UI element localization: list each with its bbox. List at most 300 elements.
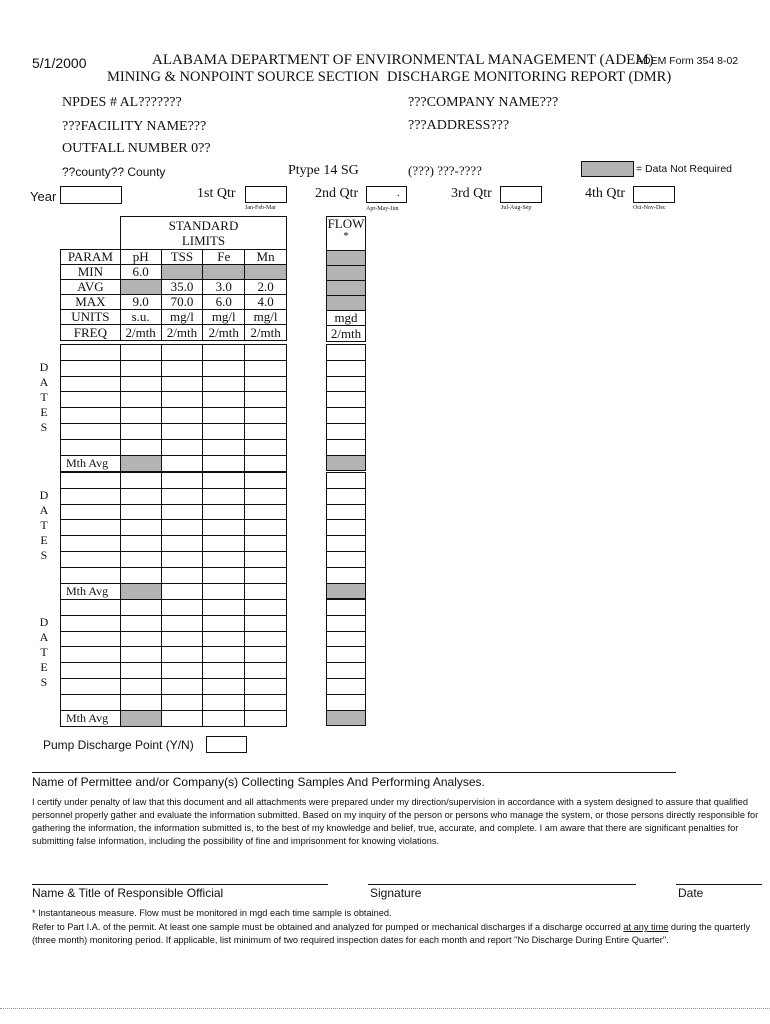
date-row xyxy=(61,631,287,647)
value-cell[interactable] xyxy=(120,536,161,552)
value-cell[interactable] xyxy=(203,345,245,361)
cell-value: 2/mth xyxy=(120,325,161,341)
value-cell[interactable] xyxy=(120,567,161,583)
limits-title-1: STANDARD xyxy=(168,218,239,233)
q4-label: 4th Qtr xyxy=(585,186,626,201)
value-cell[interactable] xyxy=(120,615,161,631)
month-1-grid xyxy=(60,344,287,472)
county: ??county?? County xyxy=(62,165,166,179)
cell-not-required xyxy=(327,455,366,471)
dates-label: D A T E S xyxy=(39,615,49,689)
value-cell[interactable] xyxy=(161,504,203,520)
value-cell[interactable] xyxy=(203,710,245,726)
flow-cell[interactable] xyxy=(327,360,366,376)
q4-months: Oct-Nov-Dec xyxy=(633,205,666,211)
date-cell[interactable] xyxy=(61,345,121,361)
flow-row xyxy=(327,423,366,439)
value-cell[interactable] xyxy=(120,473,161,489)
flow-row xyxy=(327,663,366,679)
flow-table xyxy=(326,216,366,342)
mth-avg-label: Mth Avg xyxy=(61,583,121,599)
value-cell[interactable] xyxy=(161,423,203,439)
flow-row xyxy=(327,376,366,392)
date-cell[interactable] xyxy=(61,360,121,376)
cell-not-required xyxy=(327,266,366,281)
cell-value: mg/l xyxy=(203,310,245,325)
flow-cell[interactable] xyxy=(327,504,366,520)
value-cell[interactable] xyxy=(245,520,287,536)
date-cell[interactable] xyxy=(61,663,121,679)
flow-cell[interactable] xyxy=(327,567,366,583)
flow-row xyxy=(327,678,366,694)
pump-discharge-label: Pump Discharge Point (Y/N) xyxy=(43,738,194,752)
date-cell[interactable] xyxy=(61,694,121,710)
cell-value: 35.0 xyxy=(161,280,203,295)
value-cell[interactable] xyxy=(120,423,161,439)
dates-label: D A T E S xyxy=(39,360,49,434)
flow-cell[interactable] xyxy=(327,473,366,489)
cell-not-required xyxy=(120,710,161,726)
value-cell[interactable] xyxy=(245,536,287,552)
value-cell[interactable] xyxy=(120,392,161,408)
cell-value: mg/l xyxy=(161,310,203,325)
col-mn: Mn xyxy=(245,250,287,265)
flow-param-row xyxy=(327,251,366,266)
value-cell[interactable] xyxy=(245,583,287,599)
value-cell[interactable] xyxy=(120,678,161,694)
cell-not-required xyxy=(327,710,366,726)
col-fe: Fe xyxy=(203,250,245,265)
flow-header xyxy=(327,217,366,251)
date-cell[interactable] xyxy=(61,678,121,694)
q2-label: 2nd Qtr xyxy=(315,186,359,201)
flow-row xyxy=(327,694,366,710)
value-cell[interactable] xyxy=(203,694,245,710)
note-sampling-part1: Refer to Part I.A. of the permit. At least one sample must be obtained and analyzed for pumped or mechanical discharges if a discharge occurred xyxy=(32,922,624,932)
flow-cell[interactable] xyxy=(327,600,366,616)
value-cell[interactable] xyxy=(120,504,161,520)
q1-months: Jan-Feb-Mar xyxy=(245,205,276,211)
month-2-grid xyxy=(60,472,287,600)
flow-cell[interactable] xyxy=(327,631,366,647)
ptype: Ptype 14 SG xyxy=(288,163,359,178)
flow-avg-row xyxy=(327,281,366,296)
value-cell[interactable] xyxy=(245,694,287,710)
q2-months: Apr-May-Jun xyxy=(366,206,399,212)
flow-row xyxy=(327,504,366,520)
value-cell[interactable] xyxy=(245,647,287,663)
value-cell[interactable] xyxy=(120,488,161,504)
date-row xyxy=(61,647,287,663)
value-cell[interactable] xyxy=(120,520,161,536)
cell-value: 6.0 xyxy=(203,295,245,310)
flow-min-row xyxy=(327,266,366,281)
limits-row-max xyxy=(61,295,287,310)
date-cell[interactable] xyxy=(61,536,121,552)
flow-cell[interactable] xyxy=(327,488,366,504)
flow-row xyxy=(327,360,366,376)
certification-text: I certify under penalty of law that this document and all attachments were prepared under my direction/supervision in accordance with a system designed to assure that qualified personnel properly gather and evaluate the information submitted. Based on my inquiry of the person or persons who manage the system, or those persons directly responsible for gathering the information, the information submitted is, to the best of my knowledge and belief, true, accurate, and complete. I am aware that there are significant penalties for submitting false information, including the possibility of fine and imprisonment for knowing violations. xyxy=(32,797,759,846)
flow-row xyxy=(327,408,366,424)
value-cell[interactable] xyxy=(203,423,245,439)
flow-star: * xyxy=(343,230,349,242)
date-cell[interactable] xyxy=(61,473,121,489)
date-row xyxy=(61,473,287,489)
cell-not-required xyxy=(245,265,287,280)
date-row xyxy=(61,408,287,424)
value-cell[interactable] xyxy=(161,392,203,408)
value-cell[interactable] xyxy=(203,600,245,616)
date-row xyxy=(61,423,287,439)
row-label: AVG xyxy=(61,280,121,295)
flow-freq-row xyxy=(327,326,366,342)
date-cell[interactable] xyxy=(61,423,121,439)
cell-not-required xyxy=(327,296,366,311)
date-cell[interactable] xyxy=(61,631,121,647)
date-row xyxy=(61,600,287,616)
flow-units: mgd xyxy=(327,311,366,326)
row-label: FREQ xyxy=(61,325,121,341)
standard-limits-header xyxy=(120,216,287,250)
value-cell[interactable] xyxy=(245,439,287,455)
value-cell[interactable] xyxy=(245,615,287,631)
value-cell[interactable] xyxy=(203,455,245,471)
date-cell[interactable] xyxy=(61,504,121,520)
value-cell[interactable] xyxy=(161,663,203,679)
value-cell[interactable] xyxy=(120,694,161,710)
year-input[interactable] xyxy=(60,186,122,204)
value-cell[interactable] xyxy=(203,439,245,455)
date-row xyxy=(61,392,287,408)
flow-max-row xyxy=(327,296,366,311)
date-line[interactable] xyxy=(676,884,762,885)
date-row xyxy=(61,615,287,631)
value-cell[interactable] xyxy=(245,408,287,424)
flow-row xyxy=(327,551,366,567)
year-label: Year xyxy=(30,189,57,204)
month-3-flow xyxy=(326,599,366,726)
cell-value: 2/mth xyxy=(161,325,203,341)
flow-cell[interactable] xyxy=(327,663,366,679)
note-instantaneous: * Instantaneous measure. Flow must be monitored in mgd each time sample is obtained. xyxy=(32,908,392,918)
value-cell[interactable] xyxy=(161,455,203,471)
value-cell[interactable] xyxy=(203,663,245,679)
date-row xyxy=(61,694,287,710)
value-cell[interactable] xyxy=(161,473,203,489)
value-cell[interactable] xyxy=(161,439,203,455)
cell-not-required xyxy=(120,583,161,599)
month-3-grid xyxy=(60,599,287,727)
flow-cell[interactable] xyxy=(327,694,366,710)
flow-units-row xyxy=(327,311,366,326)
date-cell[interactable] xyxy=(61,615,121,631)
value-cell[interactable] xyxy=(161,360,203,376)
flow-row xyxy=(327,631,366,647)
mth-avg-row xyxy=(61,455,287,471)
q3-checkbox[interactable] xyxy=(500,186,542,203)
value-cell[interactable] xyxy=(203,647,245,663)
cell-not-required xyxy=(327,583,366,599)
value-cell[interactable] xyxy=(245,551,287,567)
cell-not-required xyxy=(120,280,161,295)
date-cell[interactable] xyxy=(61,600,121,616)
value-cell[interactable] xyxy=(120,663,161,679)
cell-value: 70.0 xyxy=(161,295,203,310)
cell-value: 4.0 xyxy=(245,295,287,310)
date-row xyxy=(61,520,287,536)
cell-value: 6.0 xyxy=(120,265,161,280)
value-cell[interactable] xyxy=(245,567,287,583)
flow-cell[interactable] xyxy=(327,647,366,663)
row-label: UNITS xyxy=(61,310,121,325)
flow-row xyxy=(327,488,366,504)
flow-row xyxy=(327,583,366,599)
date-cell[interactable] xyxy=(61,647,121,663)
cell-not-required xyxy=(327,251,366,266)
date-row xyxy=(61,663,287,679)
report-title: DISCHARGE MONITORING REPORT (DMR) xyxy=(387,69,672,85)
date-row xyxy=(61,488,287,504)
flow-row xyxy=(327,520,366,536)
value-cell[interactable] xyxy=(245,710,287,726)
value-cell[interactable] xyxy=(161,536,203,552)
signature-label: Signature xyxy=(370,886,422,900)
date-cell[interactable] xyxy=(61,520,121,536)
value-cell[interactable] xyxy=(245,600,287,616)
q3-months: Jul-Aug-Sep xyxy=(501,205,532,211)
date-cell[interactable] xyxy=(61,551,121,567)
value-cell[interactable] xyxy=(203,488,245,504)
page-edge xyxy=(0,1008,770,1009)
flow-cell[interactable] xyxy=(327,345,366,361)
month-2-flow xyxy=(326,472,366,599)
month-1-flow xyxy=(326,344,366,471)
value-cell[interactable] xyxy=(161,551,203,567)
legend-swatch xyxy=(581,161,634,177)
value-cell[interactable] xyxy=(203,631,245,647)
flow-cell[interactable] xyxy=(327,408,366,424)
value-cell[interactable] xyxy=(245,488,287,504)
flow-row xyxy=(327,392,366,408)
value-cell[interactable] xyxy=(245,678,287,694)
value-cell[interactable] xyxy=(203,392,245,408)
cell-not-required xyxy=(161,265,203,280)
section-title: MINING & NONPOINT SOURCE SECTION xyxy=(107,69,380,85)
value-cell[interactable] xyxy=(120,376,161,392)
cell-value: 2.0 xyxy=(245,280,287,295)
signature-line[interactable] xyxy=(368,884,636,885)
q4-checkbox[interactable] xyxy=(633,186,675,203)
dates-label: D A T E S xyxy=(39,488,49,562)
official-line[interactable] xyxy=(32,884,328,885)
limits-title-2: LIMITS xyxy=(181,233,226,248)
value-cell[interactable] xyxy=(245,376,287,392)
cell-value: 9.0 xyxy=(120,295,161,310)
cell-not-required xyxy=(327,281,366,296)
row-label: MAX xyxy=(61,295,121,310)
flow-row xyxy=(327,536,366,552)
flow-cell[interactable] xyxy=(327,423,366,439)
value-cell[interactable] xyxy=(203,567,245,583)
value-cell[interactable] xyxy=(245,473,287,489)
value-cell[interactable] xyxy=(161,710,203,726)
col-param: PARAM xyxy=(61,250,121,265)
flow-cell[interactable] xyxy=(327,678,366,694)
value-cell[interactable] xyxy=(245,423,287,439)
limits-header-row xyxy=(61,250,287,265)
date-row xyxy=(61,504,287,520)
flow-cell[interactable] xyxy=(327,615,366,631)
legend-text: = Data Not Required xyxy=(636,163,733,175)
limits-row-freq xyxy=(61,325,287,341)
value-cell[interactable] xyxy=(203,504,245,520)
value-cell[interactable] xyxy=(120,551,161,567)
value-cell[interactable] xyxy=(203,376,245,392)
mth-avg-row xyxy=(61,710,287,726)
outfall-number: OUTFALL NUMBER 0?? xyxy=(62,141,211,156)
cell-value: 2/mth xyxy=(203,325,245,341)
flow-cell[interactable] xyxy=(327,439,366,455)
value-cell[interactable] xyxy=(161,376,203,392)
note-sampling-emphasis: at any time xyxy=(623,922,669,932)
value-cell[interactable] xyxy=(120,600,161,616)
value-cell[interactable] xyxy=(120,439,161,455)
date-row xyxy=(61,360,287,376)
value-cell[interactable] xyxy=(245,360,287,376)
value-cell[interactable] xyxy=(161,583,203,599)
pump-discharge-input[interactable] xyxy=(206,736,247,753)
flow-row xyxy=(327,710,366,726)
cell-not-required xyxy=(120,455,161,471)
value-cell[interactable] xyxy=(120,360,161,376)
phone-number: (???) ???-???? xyxy=(408,163,482,178)
value-cell[interactable] xyxy=(203,615,245,631)
flow-row xyxy=(327,615,366,631)
value-cell[interactable] xyxy=(161,488,203,504)
npdes-number: NPDES # AL??????? xyxy=(62,95,182,110)
q1-label: 1st Qtr xyxy=(197,186,236,201)
flow-cell[interactable] xyxy=(327,551,366,567)
divider xyxy=(32,772,676,773)
date-row xyxy=(61,678,287,694)
value-cell[interactable] xyxy=(203,360,245,376)
value-cell[interactable] xyxy=(161,345,203,361)
flow-cell[interactable] xyxy=(327,392,366,408)
value-cell[interactable] xyxy=(161,600,203,616)
value-cell[interactable] xyxy=(120,408,161,424)
date-row xyxy=(61,551,287,567)
value-cell[interactable] xyxy=(245,504,287,520)
note-sampling-part2: during the quarterly (three month) monitoring period. If applicable, list minimum of two required inspection dates for each month and report "No Discharge During Entire Quarter". xyxy=(32,922,751,945)
flow-row xyxy=(327,473,366,489)
value-cell[interactable] xyxy=(203,583,245,599)
value-cell[interactable] xyxy=(161,694,203,710)
col-ph: pH xyxy=(120,250,161,265)
flow-cell[interactable] xyxy=(327,376,366,392)
flow-row xyxy=(327,567,366,583)
value-cell[interactable] xyxy=(203,520,245,536)
form-number: ADEM Form 354 8-02 xyxy=(636,55,739,67)
value-cell[interactable] xyxy=(245,345,287,361)
value-cell[interactable] xyxy=(161,678,203,694)
flow-header-row xyxy=(327,217,366,251)
value-cell[interactable] xyxy=(245,455,287,471)
date-cell[interactable] xyxy=(61,376,121,392)
value-cell[interactable] xyxy=(203,473,245,489)
value-cell[interactable] xyxy=(120,647,161,663)
q2-checkbox[interactable] xyxy=(366,186,407,203)
limits-table xyxy=(60,249,287,341)
value-cell[interactable] xyxy=(203,551,245,567)
date-cell[interactable] xyxy=(61,488,121,504)
col-tss: TSS xyxy=(161,250,203,265)
agency-title: ALABAMA DEPARTMENT OF ENVIRONMENTAL MANAGEMENT (ADEM) xyxy=(152,52,654,68)
value-cell[interactable] xyxy=(245,631,287,647)
value-cell[interactable] xyxy=(161,647,203,663)
value-cell[interactable] xyxy=(161,615,203,631)
cell-value: 3.0 xyxy=(203,280,245,295)
value-cell[interactable] xyxy=(203,536,245,552)
value-cell[interactable] xyxy=(120,631,161,647)
company-name: ???COMPANY NAME??? xyxy=(408,95,559,110)
q1-checkbox[interactable] xyxy=(245,186,287,203)
date-row xyxy=(61,439,287,455)
q2-dot: . xyxy=(397,187,400,199)
cell-value: s.u. xyxy=(120,310,161,325)
limits-row-units xyxy=(61,310,287,325)
flow-cell[interactable] xyxy=(327,536,366,552)
official-label: Name & Title of Responsible Official xyxy=(32,886,224,900)
value-cell[interactable] xyxy=(161,631,203,647)
facility-address: ???ADDRESS??? xyxy=(408,118,510,133)
flow-title: FLOW xyxy=(327,216,365,231)
cell-value: 2/mth xyxy=(245,325,287,341)
mth-avg-row xyxy=(61,583,287,599)
value-cell[interactable] xyxy=(120,345,161,361)
q3-label: 3rd Qtr xyxy=(451,186,492,201)
date-row xyxy=(61,536,287,552)
date-cell[interactable] xyxy=(61,567,121,583)
value-cell[interactable] xyxy=(161,520,203,536)
row-label: MIN xyxy=(61,265,121,280)
value-cell[interactable] xyxy=(203,678,245,694)
mth-avg-label: Mth Avg xyxy=(61,710,121,726)
date-cell[interactable] xyxy=(61,408,121,424)
value-cell[interactable] xyxy=(245,663,287,679)
flow-row xyxy=(327,439,366,455)
date-cell[interactable] xyxy=(61,439,121,455)
form-date: 5/1/2000 xyxy=(32,55,87,71)
flow-cell[interactable] xyxy=(327,520,366,536)
value-cell[interactable] xyxy=(245,392,287,408)
limits-row-avg xyxy=(61,280,287,295)
flow-row xyxy=(327,600,366,616)
value-cell[interactable] xyxy=(161,567,203,583)
date-row xyxy=(61,345,287,361)
date-row xyxy=(61,376,287,392)
mth-avg-label: Mth Avg xyxy=(61,455,121,471)
limits-row-min xyxy=(61,265,287,280)
flow-row xyxy=(327,647,366,663)
permittee-label: Name of Permittee and/or Company(s) Collecting Samples And Performing Analyses. xyxy=(32,775,485,789)
value-cell[interactable] xyxy=(161,408,203,424)
value-cell[interactable] xyxy=(203,408,245,424)
flow-row xyxy=(327,455,366,471)
cell-value: mg/l xyxy=(245,310,287,325)
flow-row xyxy=(327,345,366,361)
facility-name: ???FACILITY NAME??? xyxy=(62,119,207,134)
date-cell[interactable] xyxy=(61,392,121,408)
